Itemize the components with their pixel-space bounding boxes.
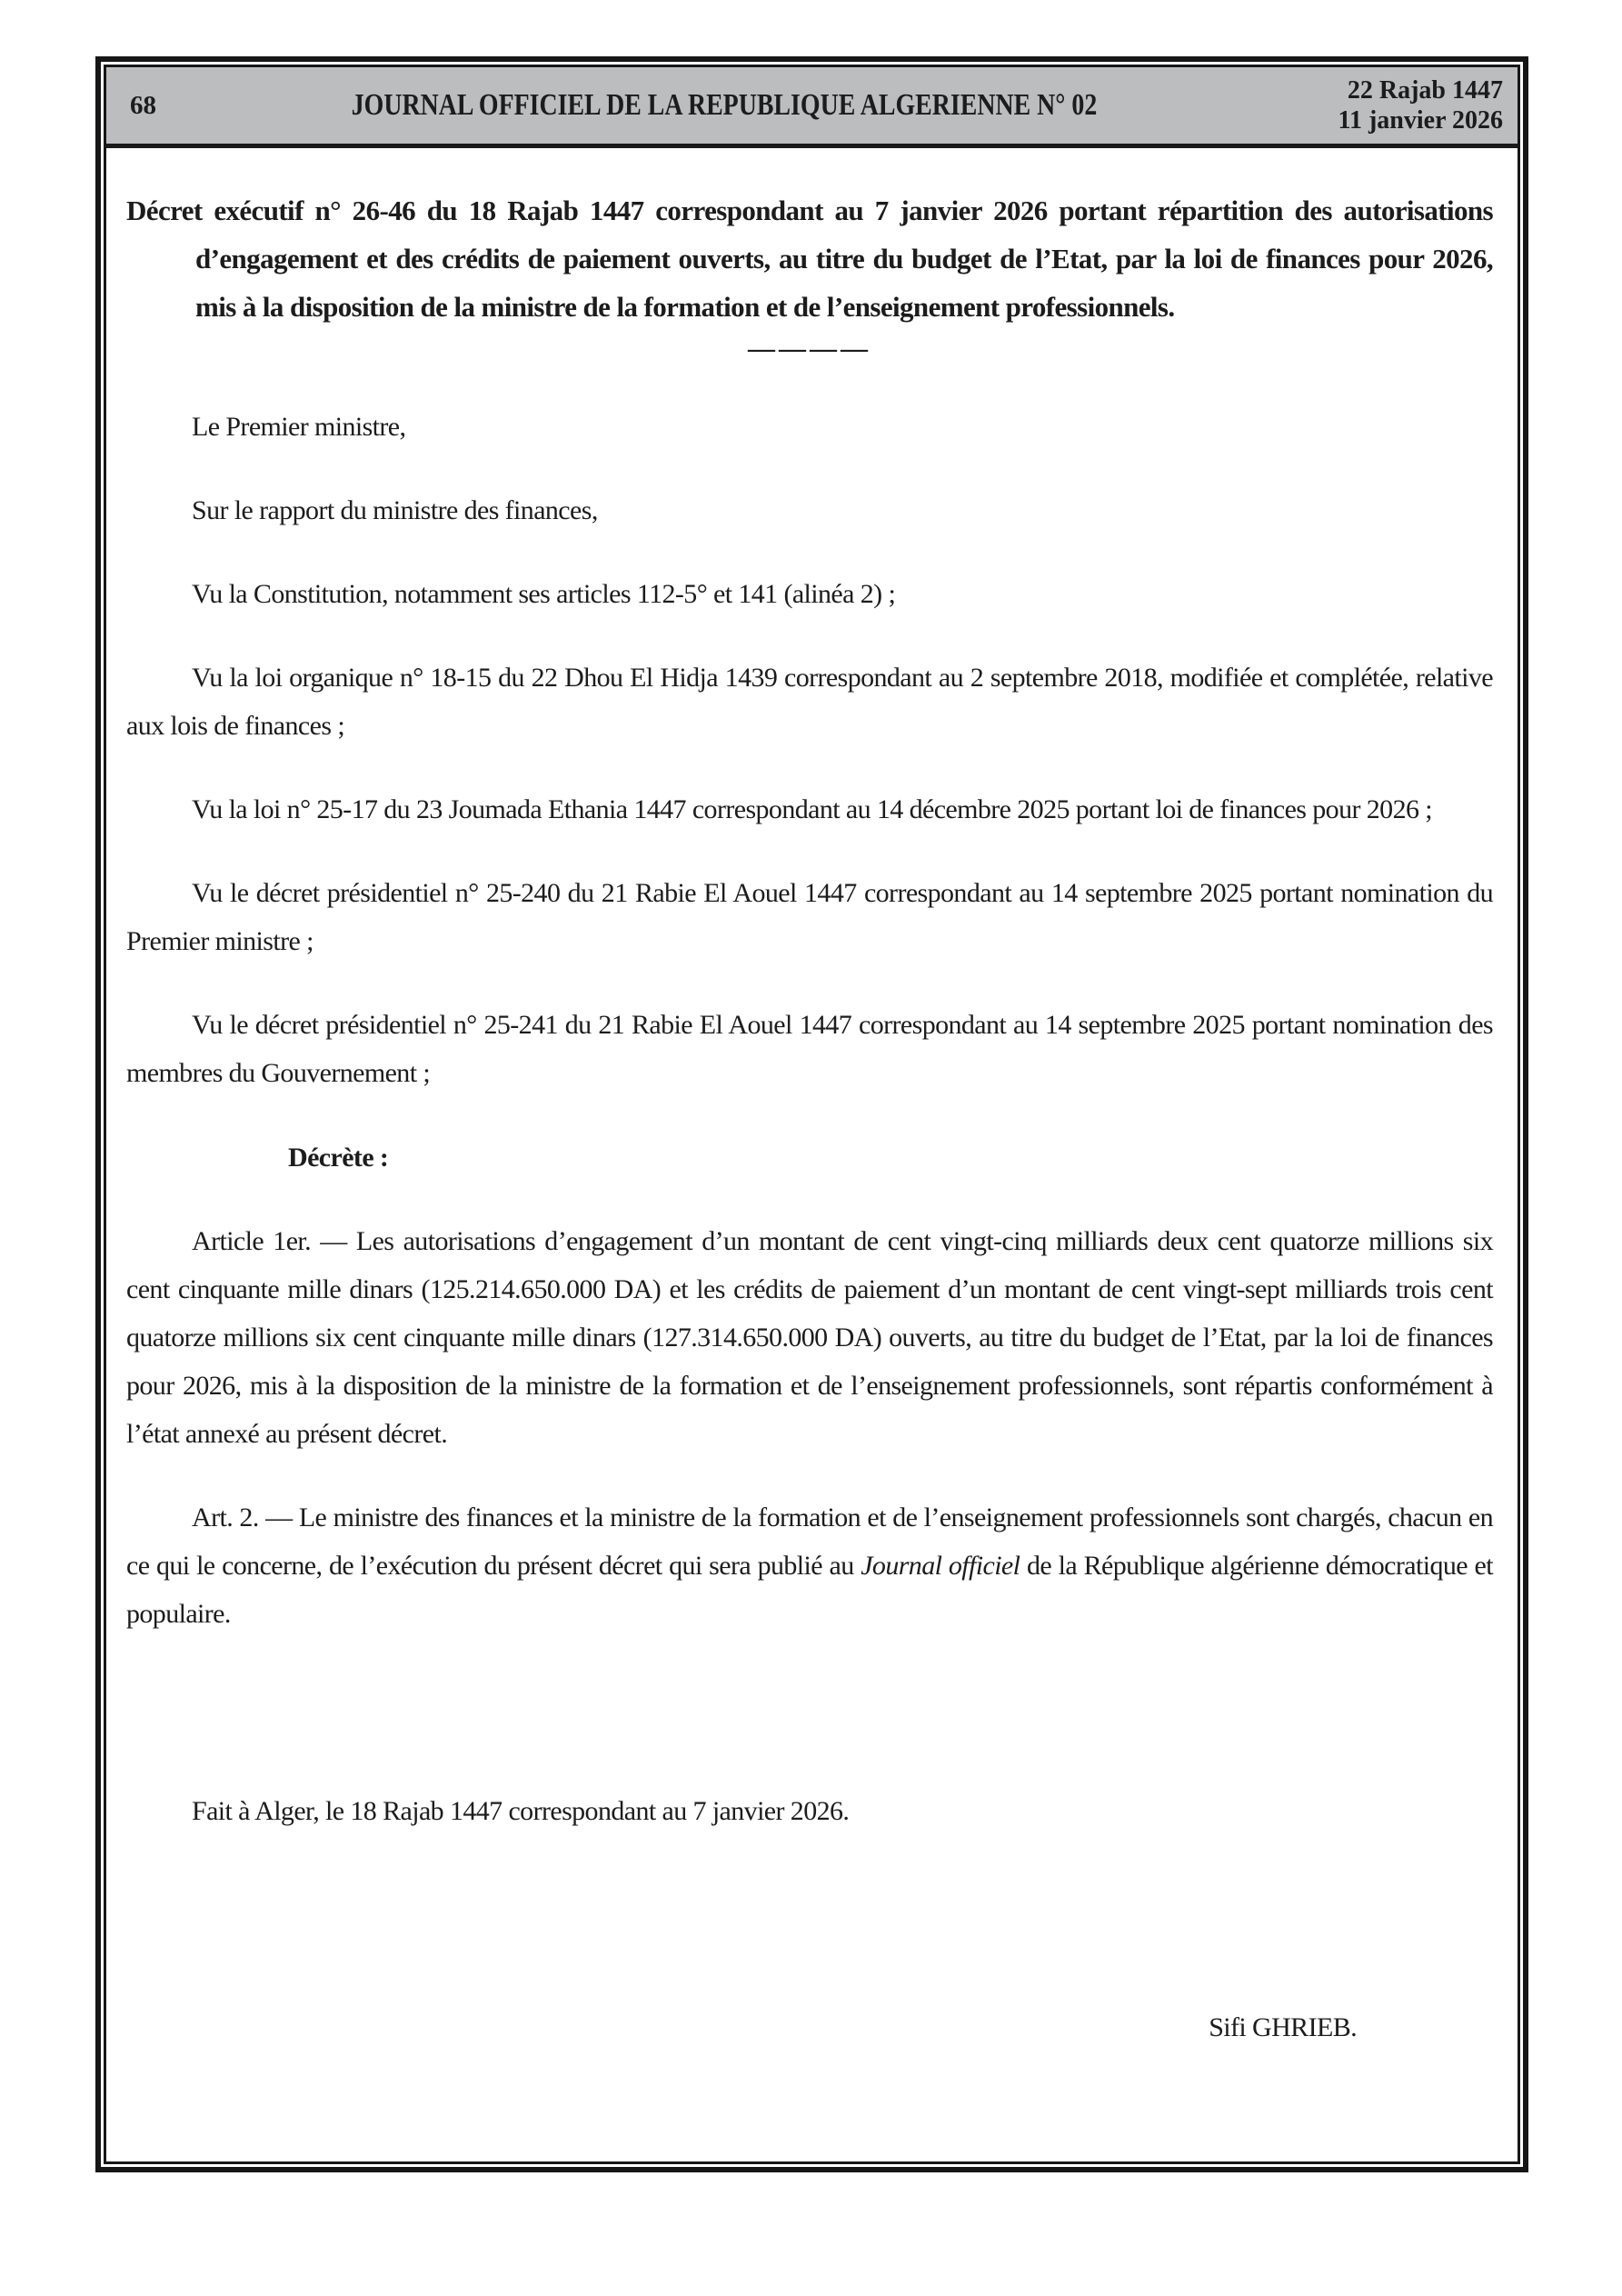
paragraph-premier-ministre: Le Premier ministre, xyxy=(192,412,406,442)
closing-line: Fait à Alger, le 18 Rajab 1447 correspondant au 7 janvier 2026. xyxy=(192,1796,850,1826)
article-2-journal-officiel: Journal officiel xyxy=(861,1551,1020,1581)
masthead xyxy=(106,67,1518,148)
paragraph-vu-decret-25-240: Vu le décret présidentiel n° 25-240 du 21 Rabie El Aouel 1447 correspondant au 14 septembre 2025 portant nomination du Premier ministre ; xyxy=(126,878,1493,956)
article-2 xyxy=(126,1493,1493,1638)
page-inner-frame xyxy=(104,65,1520,2164)
paragraph-rapport: Sur le rapport du ministre des finances, xyxy=(192,495,598,525)
date-gregorian: 11 janvier 2026 xyxy=(1338,106,1503,135)
masthead-dates xyxy=(1292,75,1518,135)
date-hijri: 22 Rajab 1447 xyxy=(1347,76,1503,105)
article-2-text: Art. 2. — Le ministre des finances et la ministre de la formation et de l’enseignement professionnels sont chargés, chacun en ce qui le concerne, de l’exécution du présent décret qui sera publié au xyxy=(126,1502,1493,1581)
journal-title: JOURNAL OFFICIEL DE LA REPUBLIQUE ALGERIENNE N° 02 xyxy=(351,88,1098,122)
paragraph-vu-decret-25-241: Vu le décret présidentiel n° 25-241 du 21 Rabie El Aouel 1447 correspondant au 14 septembre 2025 portant nomination des membres du Gouvernement ; xyxy=(126,1010,1493,1088)
decree-title: Décret exécutif n° 26-46 du 18 Rajab 1447 correspondant au 7 janvier 2026 portant répartition des autorisations d’engagement et des crédits de paiement ouverts, au titre du budget de l’Etat, par la loi de finances pour 2026, mis à la disposition de la ministre de la formation et de l’enseignement professionnels. xyxy=(126,195,1493,323)
signature: Sifi GHRIEB. xyxy=(1209,2012,1357,2042)
paragraph-vu-loi-organique: Vu la loi organique n° 18-15 du 22 Dhou El Hidja 1439 correspondant au 2 septembre 2018, modifiée et complétée, relative aux lois de finances ; xyxy=(126,663,1493,741)
paragraph-vu-constitution: Vu la Constitution, notamment ses articles 112-5° et 141 (alinéa 2) ; xyxy=(192,579,896,609)
page-number: 68 xyxy=(130,90,156,120)
paragraph-vu-loi-finances: Vu la loi n° 25-17 du 23 Joumada Ethania 1447 correspondant au 14 décembre 2025 portant loi de finances pour 2026 ; xyxy=(192,794,1433,824)
decree-heading: Décrète : xyxy=(288,1143,389,1173)
article-2-text-end: de la République algérienne démocratique et populaire. xyxy=(126,1551,1493,1629)
separator-dashes: ———— xyxy=(748,334,871,364)
page-frame xyxy=(95,56,1528,2172)
decree-body xyxy=(106,148,1518,2051)
article-1: Article 1er. — Les autorisations d’engagement d’un montant de cent vingt-cinq milliards deux cent quatorze millions six cent cinquante mille dinars (125.214.650.000 DA) et les crédits de paiement d’un montant de cent vingt-sept milliards trois cent quatorze millions six cent cinquante mille dinars (127.314.650.000 DA) ouverts, au titre du budget de l’Etat, par la loi de finances pour 2026, mis à la disposition de la ministre de la formation et de l’enseignement professionnels, sont répartis conformément à l’état annexé au présent décret. xyxy=(126,1226,1493,1449)
